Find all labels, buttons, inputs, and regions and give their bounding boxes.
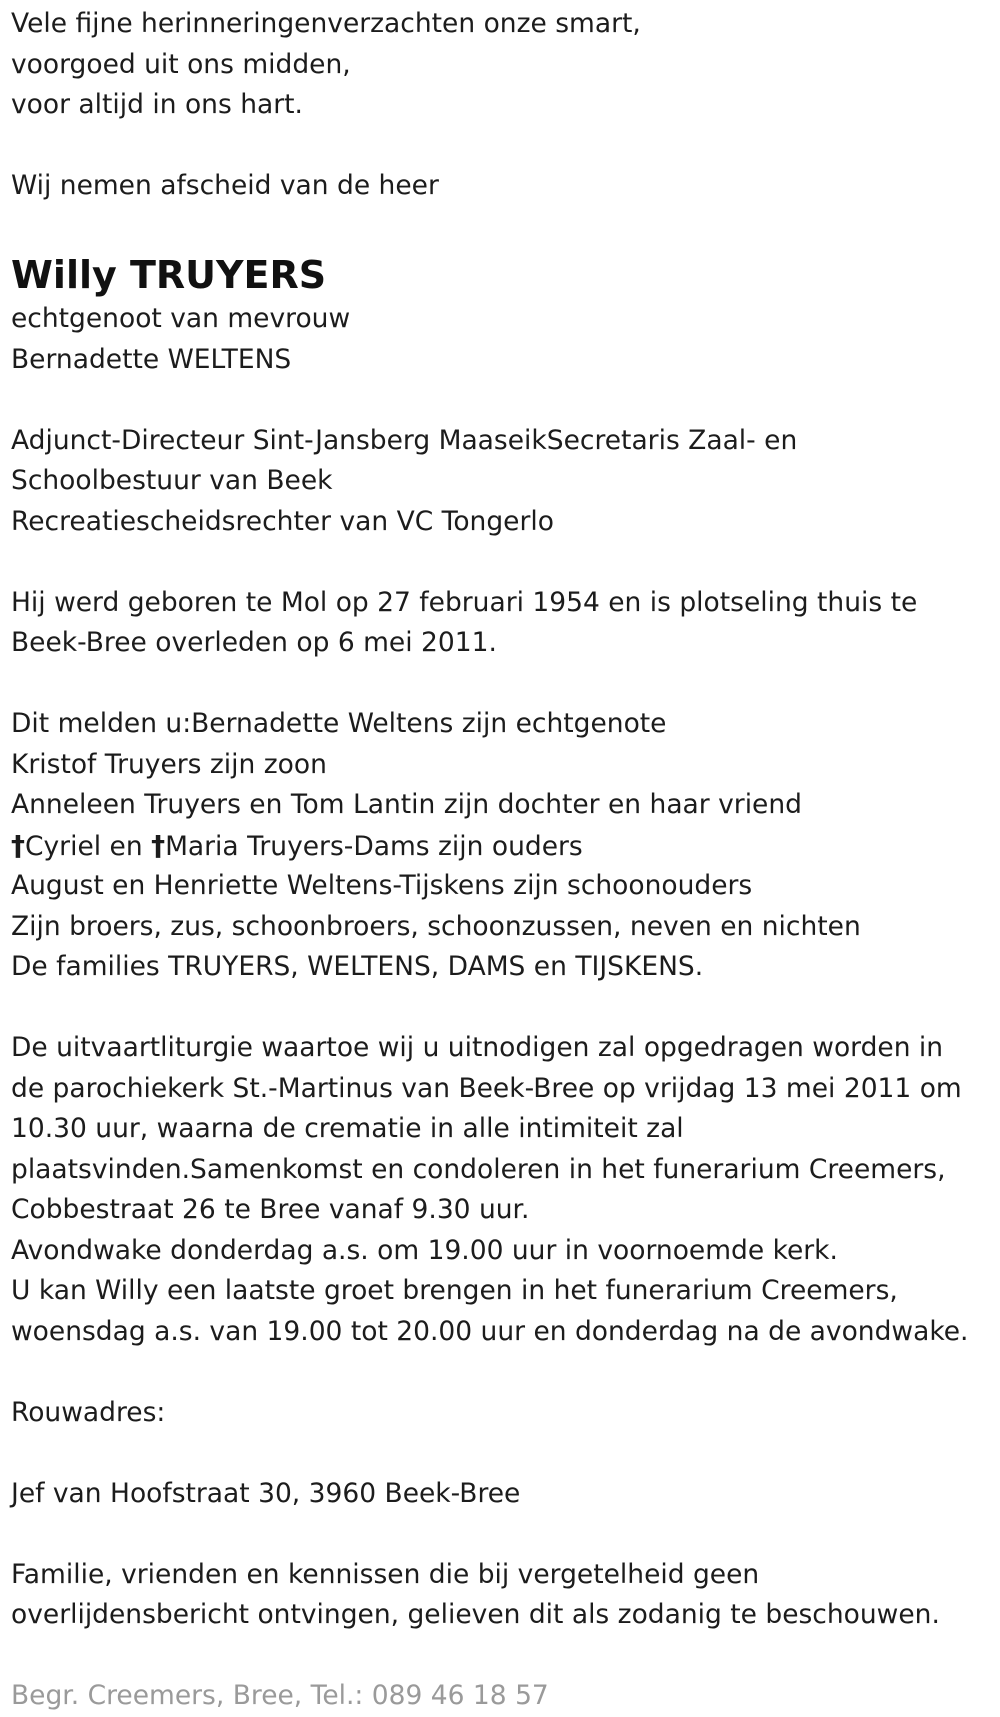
spouse-line: echtgenoot van mevrouw bbox=[11, 303, 351, 334]
announcer-line: Anneleen Truyers en Tom Lantin zijn dochter en haar vriend bbox=[11, 789, 802, 820]
parents-text-part2: Maria Truyers-Dams zijn ouders bbox=[165, 830, 583, 862]
birth-death-line: Beek-Bree overleden op 6 mei 2011. bbox=[11, 627, 497, 658]
function-line: Adjunct-Directeur Sint-Jansberg MaaseikSecretaris Zaal- en bbox=[11, 424, 798, 456]
cross-icon: † bbox=[11, 828, 25, 862]
function-line: Recreatiescheidsrechter van VC Tongerlo bbox=[11, 505, 554, 537]
closing-line: overlijdensbericht ontvingen, gelieven dit als zodanig te beschouwen. bbox=[11, 1599, 940, 1630]
announcer-line: August en Henriette Weltens-Tijskens zijn schoonouders bbox=[11, 870, 753, 901]
death-notice bbox=[11, 4, 991, 1717]
funeral-line: 10.30 uur, waarna de crematie in alle intimiteit zal bbox=[11, 1113, 684, 1144]
funeral-line: woensdag a.s. van 19.00 tot 20.00 uur en donderdag na de avondwake. bbox=[11, 1315, 969, 1347]
funeral-line: de parochiekerk St.-Martinus van Beek-Bree op vrijdag 13 mei 2011 om bbox=[11, 1072, 962, 1104]
spouse-info bbox=[11, 299, 991, 380]
spacer bbox=[11, 664, 991, 705]
spacer bbox=[11, 1514, 991, 1555]
address-label: Rouwadres: bbox=[11, 1396, 166, 1428]
spacer bbox=[11, 1433, 991, 1474]
spacer bbox=[11, 380, 991, 421]
birth-death-line: Hij werd geboren te Mol op 27 februari 1954 en is plotseling thuis te bbox=[11, 586, 918, 618]
funeral-line: plaatsvinden.Samenkomst en condoleren in het funerarium Creemers, bbox=[11, 1153, 946, 1185]
funeral-info bbox=[11, 1028, 991, 1352]
poem bbox=[11, 4, 991, 126]
parents-text-part1: Cyriel en bbox=[25, 830, 152, 862]
closing-text bbox=[11, 1555, 991, 1636]
address-value: Jef van Hoofstraat 30, 3960 Beek-Bree bbox=[11, 1477, 521, 1509]
functions bbox=[11, 421, 991, 543]
announcer-line: Zijn broers, zus, schoonbroers, schoonzussen, neven en nichten bbox=[11, 910, 861, 942]
spacer bbox=[11, 988, 991, 1029]
intro-text: Wij nemen afscheid van de heer bbox=[11, 170, 439, 201]
function-line: Schoolbestuur van Beek bbox=[11, 465, 333, 496]
deceased-name: Willy TRUYERS bbox=[11, 253, 327, 297]
parents-line bbox=[11, 826, 991, 867]
birth-death-info bbox=[11, 583, 991, 664]
closing-line: Familie, vrienden en kennissen die bij vergetelheid geen bbox=[11, 1558, 760, 1590]
funeral-home-footer: Begr. Creemers, Bree, Tel.: 089 46 18 57 bbox=[11, 1680, 549, 1711]
funeral-line: Cobbestraat 26 te Bree vanaf 9.30 uur. bbox=[11, 1194, 530, 1225]
spacer bbox=[11, 207, 991, 248]
spacer bbox=[11, 1636, 991, 1677]
funeral-line: Avondwake donderdag a.s. om 19.00 uur in voornoemde kerk. bbox=[11, 1234, 838, 1266]
announcer-line: Kristof Truyers zijn zoon bbox=[11, 748, 327, 780]
funeral-line: De uitvaartliturgie waartoe wij u uitnodigen zal opgedragen worden in bbox=[11, 1032, 944, 1063]
poem-line: voor altijd in ons hart. bbox=[11, 89, 303, 120]
poem-line: voorgoed uit ons midden, bbox=[11, 48, 351, 80]
poem-line: Vele fijne herinneringenverzachten onze smart, bbox=[11, 8, 641, 39]
spacer bbox=[11, 126, 991, 167]
spacer bbox=[11, 1352, 991, 1393]
spacer bbox=[11, 542, 991, 583]
funeral-line: U kan Willy een laatste groet brengen in het funerarium Creemers, bbox=[11, 1275, 898, 1306]
announcer-line: Dit melden u:Bernadette Weltens zijn echtgenote bbox=[11, 708, 667, 739]
announcer-line: De families TRUYERS, WELTENS, DAMS en TIJSKENS. bbox=[11, 951, 704, 982]
announcers bbox=[11, 704, 991, 988]
cross-icon: † bbox=[151, 828, 166, 862]
spouse-line: Bernadette WELTENS bbox=[11, 343, 292, 375]
